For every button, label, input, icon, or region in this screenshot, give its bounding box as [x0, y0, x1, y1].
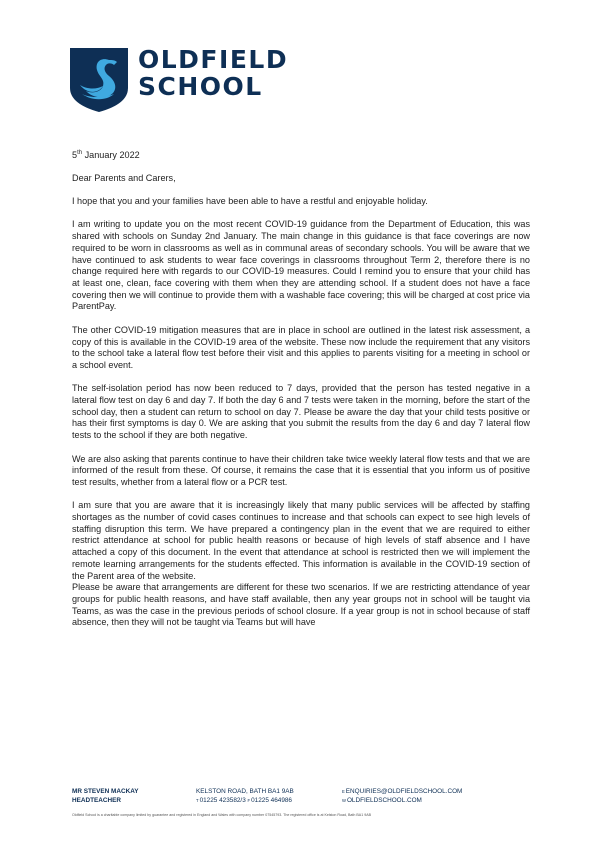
footer-fine-print: Oldfield School is a charitable company limited by guarantee and registered in England and Wales with company number 07545793. The registered office is at Kelston Road, Bath BA1 9AB	[72, 813, 371, 817]
paragraph: We are also asking that parents continue to have their children take twice weekly lateral flow tests and that we are informed of the result from these. Of course, it remains the case that it is essential that you inform us of positive test results, whether from a lateral flow or a PCR test.	[72, 453, 530, 487]
website-link[interactable]: OLDFIELDSCHOOL.COM	[346, 797, 422, 804]
date-suffix: th	[77, 150, 83, 156]
school-name-line1: OLDFIELD	[138, 45, 289, 74]
school-address: KELSTON ROAD, BATH BA1 9AB	[196, 788, 294, 795]
paragraph: I hope that you and your families have been able to have a restful and enjoyable holiday.	[72, 196, 428, 207]
paragraph: I am sure that you are aware that it is increasingly likely that many public services will be affected by staffing shortages as the number of covid cases continues to increase and that schools can expect to see high levels of staffing disruption this term. We have prepared a contingency plan in the event that we are required to either restrict attendance at school for public health reasons or because of high levels of staff absence and I have attached a copy of this document. In the event that attendance at school is restricted then we will implement the remote learning arrangements for the students effected. This information is available in the COVID-19 section of the Parent area of the website.	[72, 500, 530, 581]
paragraph: I am writing to update you on the most recent COVID-19 guidance from the Department of Education, this was shared with schools on Sunday 2nd January. The main change in this guidance is that face coverings are now required to be worn in classrooms as well as in communal areas of secondary schools. You will be aware that we have continued to ask students to wear face coverings in classrooms throughout Term 2, therefore there is no change required here with regards to our COVID-19 measures. Could I remind you to ensure that your child has at least one, clean, face covering with them when they are attending school. If a student does not have a face covering then we will continue to provide them with a washable face covering; this will be charged at cost price via ParentPay.	[72, 219, 530, 312]
paragraph: The self-isolation period has now been reduced to 7 days, provided that the person has tested negative in a lateral flow test on day 6 and day 7. If both the day 6 and 7 tests were taken in the morning, before the start of the school day, then a student can return to school on day 7. Please be aware the day that your child tests positive or has their first symptoms is day 0. We are asking that you submit the results from the day 6 and day 7 lateral flow tests to the school if they are both negative.	[72, 383, 530, 441]
school-name-line2: SCHOOL	[138, 72, 263, 101]
paragraph: The other COVID-19 mitigation measures that are in place in school are outlined in the latest risk assessment, a copy of this is available in the COVID-19 area of the website. These now include the requirement that any visitors to the school take a lateral flow test before their visit and this applies to parents visiting for a meeting in school or a school event.	[72, 324, 530, 370]
footer-address	[196, 787, 294, 805]
letter-body	[72, 150, 530, 641]
email-link[interactable]: ENQUIRIES@OLDFIELDSCHOOL.COM	[345, 788, 463, 795]
school-name	[138, 46, 288, 100]
headteacher-name: MR STEVEN MACKAY	[72, 788, 139, 795]
footer-contact	[342, 787, 462, 805]
school-crest-logo	[70, 48, 128, 112]
phone-f-prefix: F	[247, 798, 251, 803]
paragraph: Please be aware that arrangements are different for these two scenarios. If we are restricting attendance of year groups for public health reasons, and have staff available, then any year groups not in school will be taught via Teams, as was the case in the previous periods of school closure. If a year group is not in school because of staff absence, then they will not be taught via Teams but will have	[72, 582, 530, 628]
school-phones	[196, 796, 294, 805]
salutation: Dear Parents and Carers,	[72, 172, 176, 183]
email-prefix: E	[342, 789, 345, 794]
phone-t-prefix: T	[196, 798, 199, 803]
date-day: 5	[72, 150, 78, 160]
web-prefix: W	[342, 798, 346, 803]
phone-telephone: 01225 423582/3	[199, 797, 246, 804]
headteacher-role: HEADTEACHER	[72, 797, 121, 804]
letter-date	[72, 150, 530, 162]
footer-signatory	[72, 787, 139, 805]
phone-fax: 01225 464986	[251, 797, 292, 804]
date-rest: January 2022	[82, 150, 140, 160]
